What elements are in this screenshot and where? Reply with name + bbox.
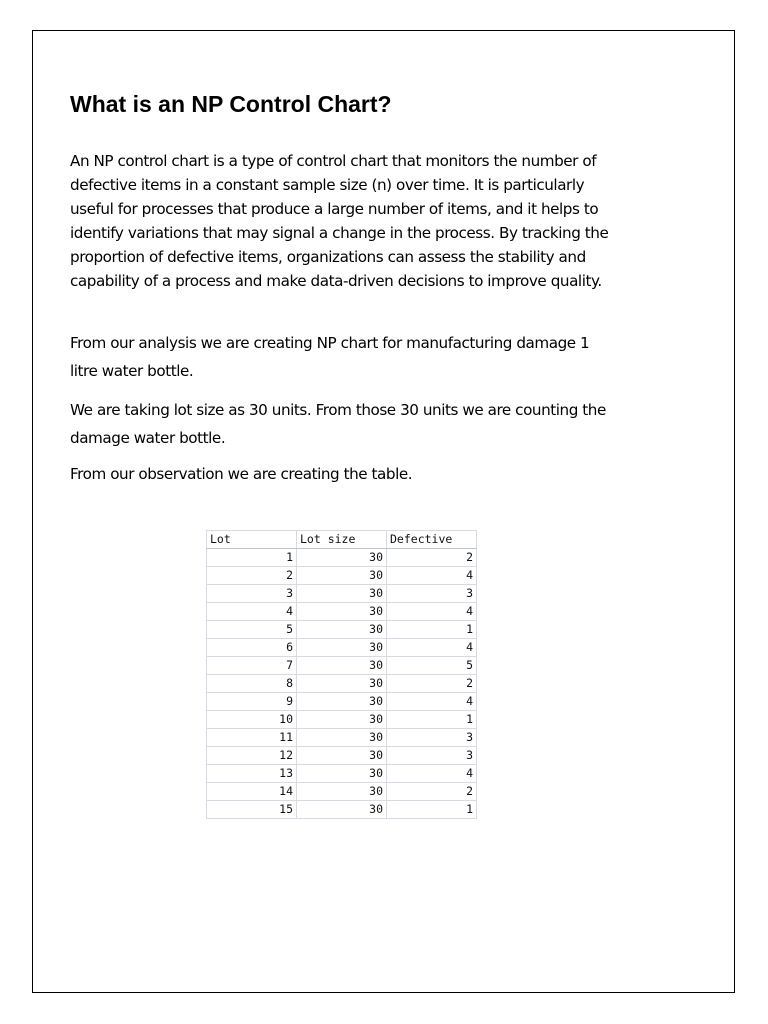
cell-lot: 15 [207,801,297,819]
cell-defective: 2 [387,675,477,693]
intro-line: proportion of defective items, organizations can assess the stability and [70,248,586,266]
column-header-defective: Defective [387,531,477,549]
intro-line: An NP control chart is a type of control chart that monitors the number of [70,152,597,170]
cell-defective: 1 [387,801,477,819]
cell-defective: 3 [387,585,477,603]
cell-lot-size: 30 [297,711,387,729]
table-row [207,603,477,621]
table-row [207,585,477,603]
column-header-lot: Lot [207,531,297,549]
cell-lot-size: 30 [297,783,387,801]
lot-size-line: We are taking lot size as 30 units. From those 30 units we are counting the [70,401,606,419]
document-title: What is an NP Control Chart? [70,91,392,117]
intro-line: useful for processes that produce a large number of items, and it helps to [70,200,599,218]
cell-lot-size: 30 [297,729,387,747]
cell-lot-size: 30 [297,639,387,657]
cell-defective: 3 [387,747,477,765]
table-row [207,621,477,639]
cell-defective: 2 [387,549,477,567]
cell-lot-size: 30 [297,765,387,783]
table-row [207,549,477,567]
cell-lot: 6 [207,639,297,657]
table-row [207,657,477,675]
cell-defective: 2 [387,783,477,801]
cell-lot-size: 30 [297,747,387,765]
lot-size-paragraph [70,396,710,452]
cell-defective: 4 [387,567,477,585]
cell-lot-size: 30 [297,801,387,819]
cell-lot: 2 [207,567,297,585]
table-row [207,747,477,765]
cell-lot-size: 30 [297,675,387,693]
cell-defective: 5 [387,657,477,675]
intro-line: identify variations that may signal a change in the process. By tracking the [70,224,609,242]
cell-lot-size: 30 [297,567,387,585]
cell-lot: 7 [207,657,297,675]
cell-lot: 8 [207,675,297,693]
cell-lot-size: 30 [297,621,387,639]
cell-lot: 5 [207,621,297,639]
column-header-lot-size: Lot size [297,531,387,549]
intro-line: defective items in a constant sample size (n) over time. It is particularly [70,176,585,194]
cell-lot: 12 [207,747,297,765]
analysis-line: From our analysis we are creating NP chart for manufacturing damage 1 [70,334,590,352]
table-row [207,693,477,711]
cell-defective: 4 [387,639,477,657]
cell-lot-size: 30 [297,657,387,675]
cell-lot: 10 [207,711,297,729]
cell-lot-size: 30 [297,585,387,603]
cell-lot-size: 30 [297,549,387,567]
cell-defective: 3 [387,729,477,747]
intro-line: capability of a process and make data-driven decisions to improve quality. [70,272,602,290]
cell-defective: 4 [387,603,477,621]
cell-lot: 9 [207,693,297,711]
table-row [207,675,477,693]
defects-table [206,530,477,819]
cell-defective: 1 [387,711,477,729]
cell-defective: 4 [387,765,477,783]
table-row [207,783,477,801]
cell-lot-size: 30 [297,603,387,621]
table-row [207,639,477,657]
table-body [207,549,477,819]
table-header-row [207,531,477,549]
cell-lot: 13 [207,765,297,783]
cell-defective: 4 [387,693,477,711]
defects-table-image [206,530,477,819]
analysis-paragraph [70,329,710,385]
table-row [207,729,477,747]
observation-paragraph: From our observation we are creating the table. [70,465,413,483]
lot-size-line: damage water bottle. [70,429,226,447]
cell-lot-size: 30 [297,693,387,711]
document-page [32,30,735,993]
cell-lot: 3 [207,585,297,603]
cell-lot: 14 [207,783,297,801]
analysis-line: litre water bottle. [70,362,194,380]
cell-lot: 11 [207,729,297,747]
table-row [207,765,477,783]
cell-lot: 1 [207,549,297,567]
table-row [207,711,477,729]
cell-lot: 4 [207,603,297,621]
table-row [207,801,477,819]
cell-defective: 1 [387,621,477,639]
intro-paragraph [70,149,710,293]
table-row [207,567,477,585]
